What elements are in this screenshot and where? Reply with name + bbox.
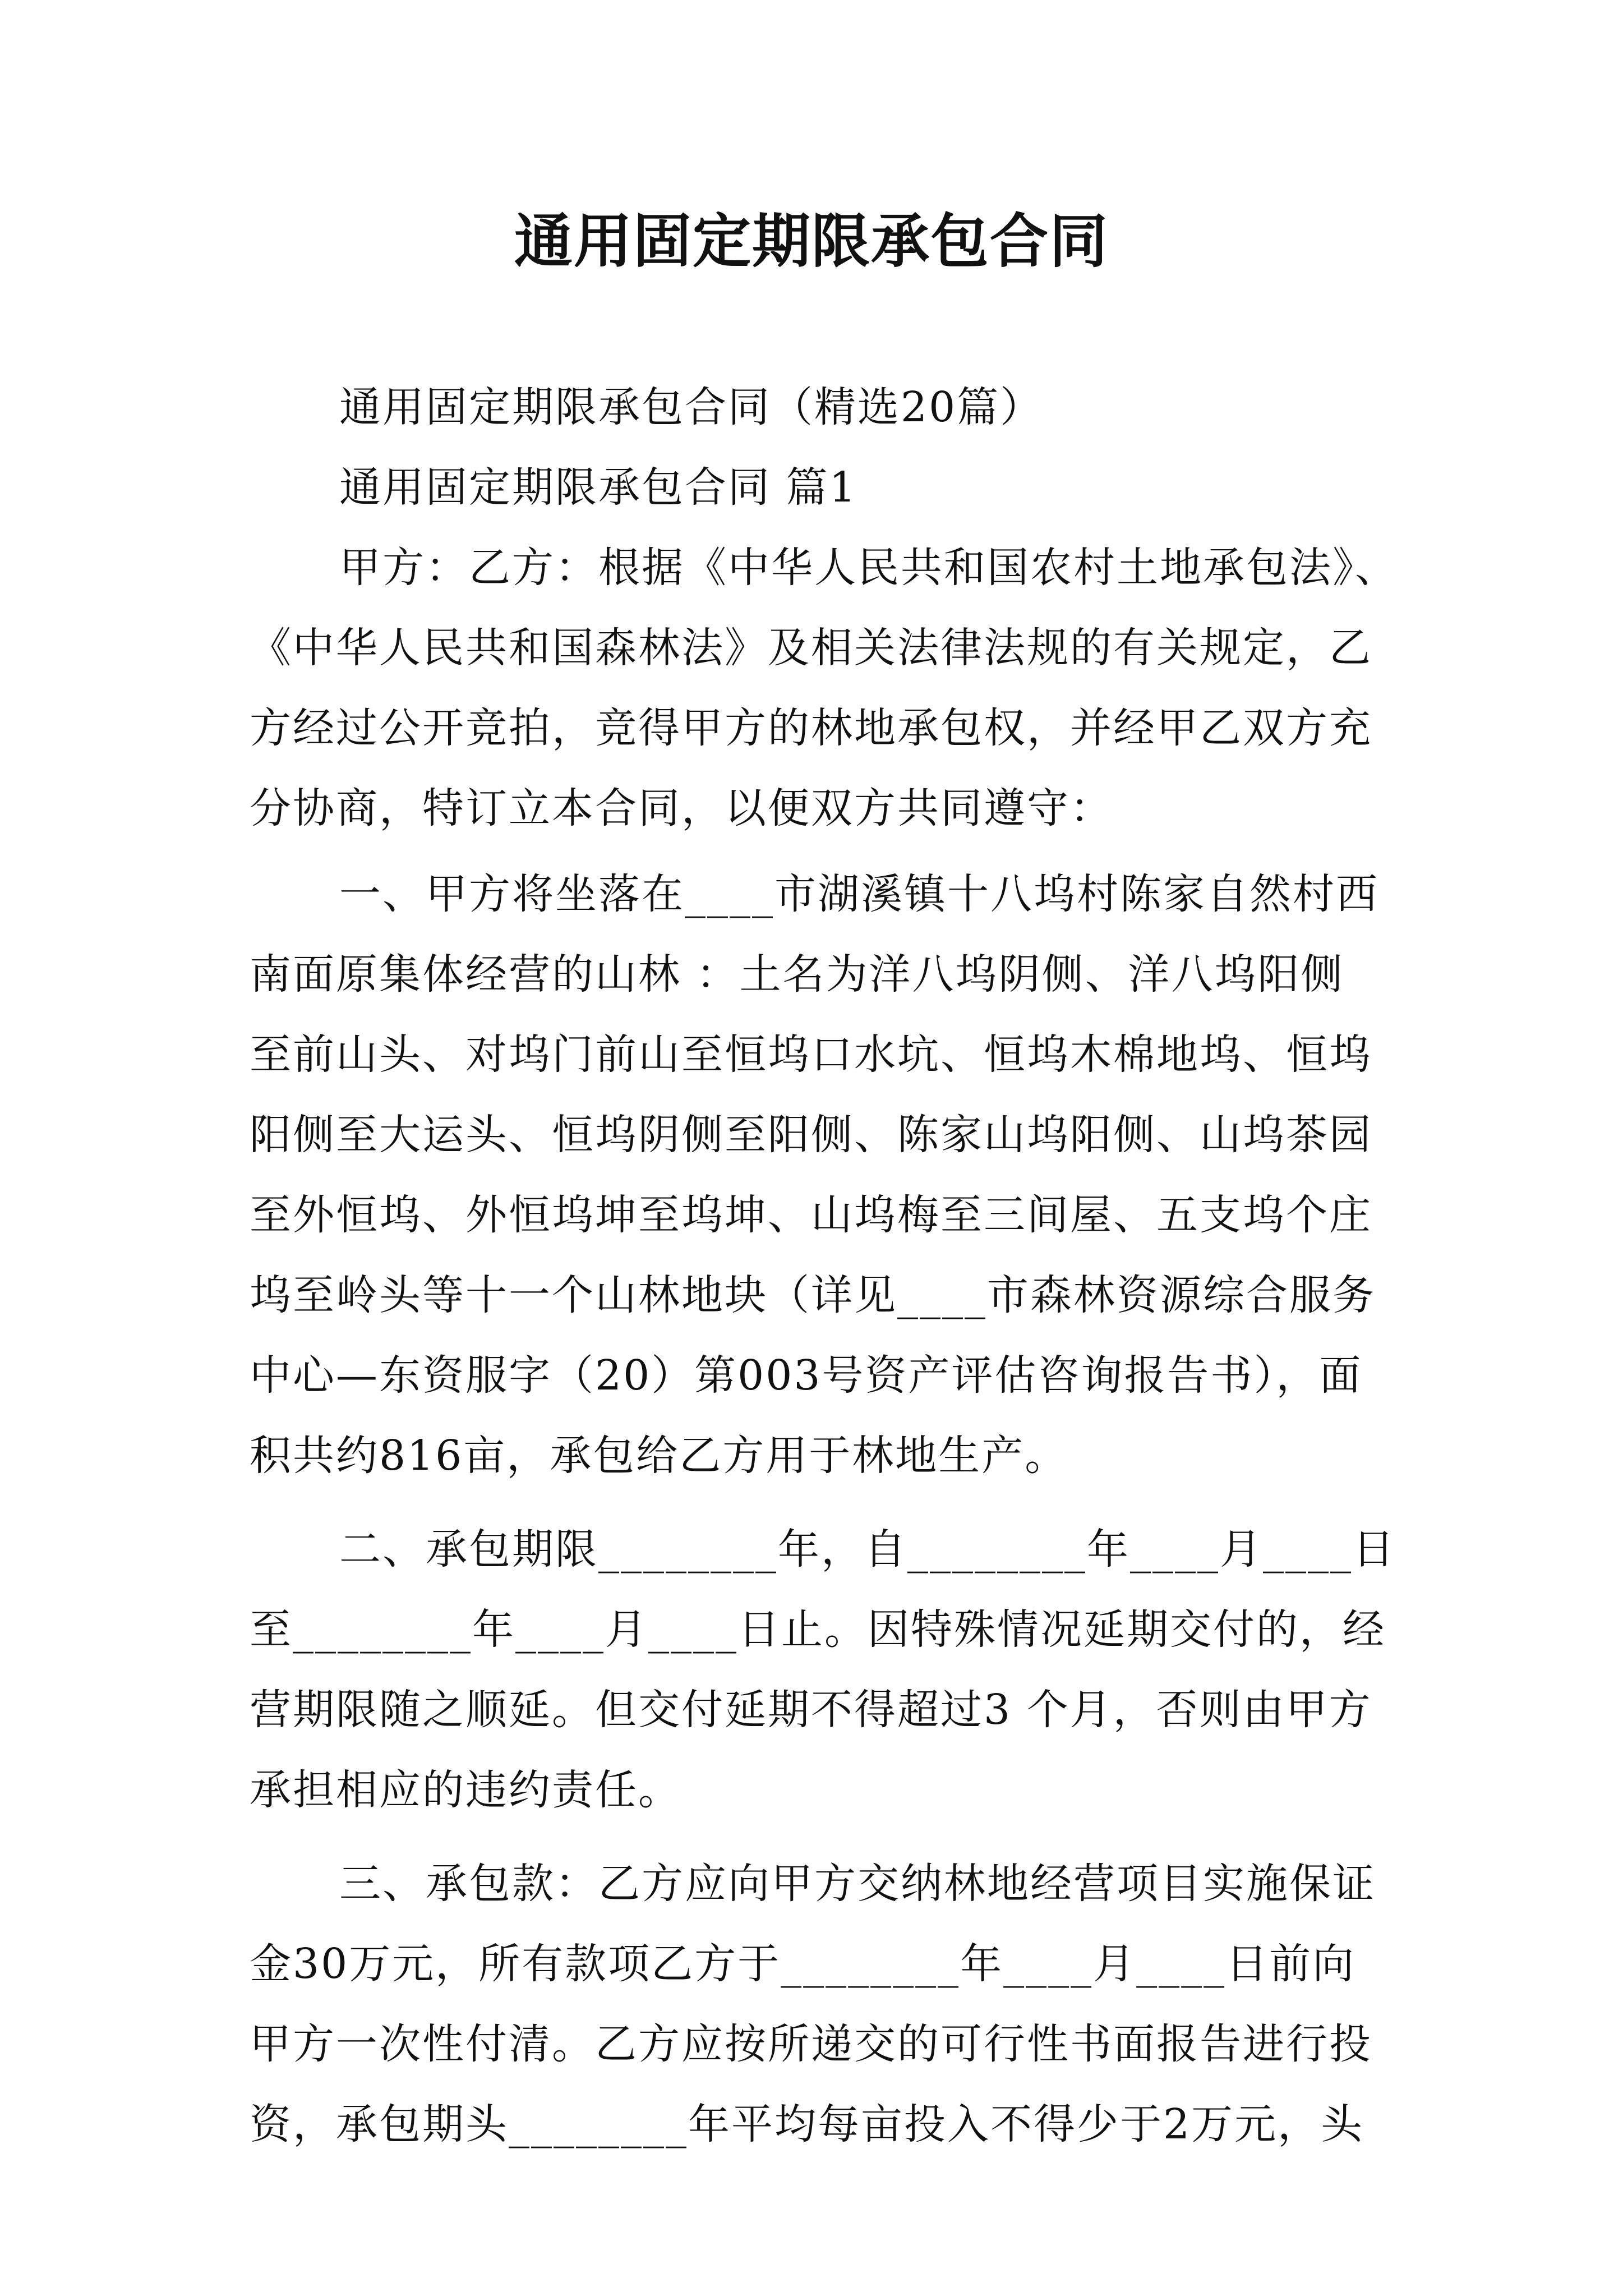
paragraph-line: 至________年____月____日止。因特殊情况延期交付的，经 (250, 1605, 1386, 1654)
paragraph-line: 《中华人民共和国森林法》及相关法律法规的有关规定，乙 (250, 624, 1372, 672)
paragraph-line: 积共约816亩，承包给乙方用于林地生产。 (250, 1432, 1068, 1480)
paragraph-line: 营期限随之顺延。但交付延期不得超过3 个月，否则由甲方 (250, 1686, 1372, 1734)
document-subtitle: 通用固定期限承包合同（精选20篇） (339, 383, 1044, 431)
paragraph-line: 金30万元，所有款项乙方于________年____月____日前向 (250, 1940, 1356, 1988)
paragraph-line: 分协商，特订立本合同，以便双方共同遵守： (250, 784, 1113, 832)
paragraph-line: 坞至岭头等十一个山林地块（详见____市森林资源综合服务 (250, 1271, 1376, 1319)
paragraph-line: 中心—东资服字（20）第003号资产评估咨询报告书），面 (250, 1351, 1363, 1400)
paragraph-line: 南面原集体经营的山林 ：土名为洋八坞阴侧、洋八坞阳侧 (250, 950, 1344, 999)
paragraph-line: 一、甲方将坐落在____市湖溪镇十八坞村陈家自然村西 (339, 870, 1379, 918)
paragraph-line: 至外恒坞、外恒坞坤至坞坤、山坞梅至三间屋、五支坞个庄 (250, 1191, 1372, 1239)
document-body (250, 367, 1427, 2165)
document-title: 通用固定期限承包合同 (514, 206, 1109, 275)
paragraph-line: 甲方：乙方：根据《中华人民共和国农村土地承包法》、 (339, 544, 1398, 592)
paragraph-line: 二、承包期限________年，自________年____月____日 (339, 1525, 1396, 1573)
paragraph-line: 承担相应的违约责任。 (250, 1766, 681, 1814)
paragraph-line: 资，承包期头________年平均每亩投入不得少于2万元，头 (250, 2100, 1364, 2148)
section-heading: 通用固定期限承包合同 篇1 (339, 463, 857, 512)
paragraph-line: 甲方一次性付清。乙方应按所递交的可行性书面报告进行投 (250, 2020, 1372, 2068)
paragraph-line: 阳侧至大运头、恒坞阴侧至阳侧、陈家山坞阳侧、山坞茶园 (250, 1111, 1372, 1159)
paragraph-line: 至前山头、对坞门前山至恒坞口水坑、恒坞木棉地坞、恒坞 (250, 1030, 1372, 1079)
paragraph-line: 三、承包款：乙方应向甲方交纳林地经营项目实施保证 (339, 1860, 1376, 1908)
paragraph-line: 方经过公开竞拍，竞得甲方的林地承包权，并经甲乙双方充 (250, 704, 1372, 752)
